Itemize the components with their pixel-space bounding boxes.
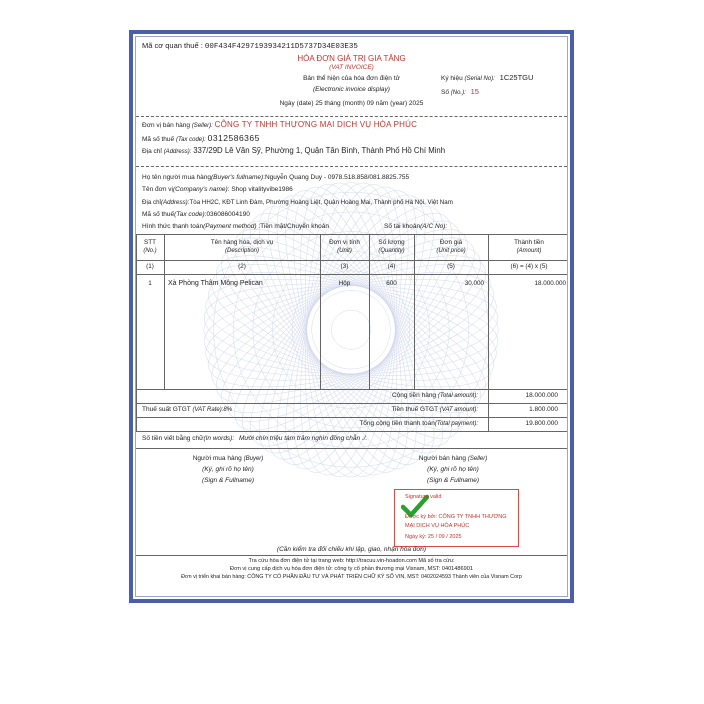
col-header-no [136,239,164,255]
index-cell: (2) [238,263,246,270]
seller-address-label-en: (Address): [163,149,192,155]
col-header-unit [320,239,369,255]
table-border [136,234,567,235]
row-unit-price: 30.000 [464,280,484,287]
seller-tax-row [142,133,260,143]
col-header-label: STT [144,239,156,246]
table-border [369,234,370,389]
table-border [136,274,567,275]
vat-amount-label: Tiền thuế GTGT [391,406,438,413]
row-no: 1 [148,280,152,287]
seller-name-row [142,120,417,129]
col-header-label-en: (Quantity) [378,248,405,254]
tax-authority-code: 00F434F4297193934211D5737D34E03E35 [204,43,358,51]
col-header-label: Đơn vị tính [329,239,360,246]
index-cell: (1) [146,263,154,270]
signed-by-name-2: MẠI DỊCH VỤ HÒA PHÚC [405,523,470,529]
words-row [142,435,367,442]
col-header-label: Tên hàng hóa, dịch vụ [210,239,274,246]
buyer-company-label: Tên đơn vị [142,186,173,193]
index-cell: (3) [340,263,349,270]
seller-tax-label: Mã số thuế [142,136,175,143]
table-border [414,234,415,389]
signed-date: Ngày ký: 25 / 09 / 2025 [405,534,462,540]
signed-by-line [405,514,507,520]
payment-row [142,223,329,230]
serial-label-en: (Serial No): [464,76,495,82]
table-border [488,234,489,389]
number-label: Số [441,89,449,96]
account-row [384,223,447,230]
row-quantity: 600 [386,280,397,287]
provider-line: Đơn vị cung cấp dịch vụ hóa đơn điện tử: công ty cổ phần thương mại Visnam, MST: 0401486901 [230,566,473,572]
seller-tax-label-en: (Tax code): [175,137,206,143]
seller-name: CÔNG TY TNHH THƯƠNG MẠI DỊCH VỤ HÒA PHÚC [214,120,418,129]
signed-by-label: Được ký bởi: [405,514,437,520]
vat-amount-label-en: (VAT amount): [439,407,478,413]
col-header-description [164,239,320,255]
buyer-sign-title-en: (Buyer) [243,456,264,462]
col-header-label-en: (Unit) [337,248,352,254]
serial-label: Ký hiệu [441,75,463,82]
seller-signature-block [398,455,508,484]
col-header-label: Đơn giá [439,239,463,246]
total-label-en: (Total payment): [434,421,478,427]
totals-border [488,389,489,431]
row-amount: 18.000.000 [534,280,566,287]
buyer-tax-row [142,211,250,218]
index-cell: (4) [387,263,396,270]
check-note: (Cần kiểm tra đối chiếu khi lập, giao, nhận hóa đơn) [276,546,427,553]
buyer-signature-block [173,455,283,484]
total-label-row [359,420,478,427]
invoice-date: Ngày (date) 25 tháng (month) 09 năm (year) 2025 [279,100,424,107]
divider [136,555,567,556]
buyer-address-row [142,199,453,206]
row-unit: Hộp [338,280,351,287]
buyer-sign-instruction: (Ký, ghi rõ họ tên) [202,466,254,473]
payment-label: Hình thức thanh toán [142,223,204,230]
display-en: (Electronic invoice display) [313,86,390,93]
index-cell: (6) = (4) x (5) [510,263,548,270]
tax-authority-row [142,41,358,51]
seller-sign-instruction: (Ký, ghi rõ họ tên) [427,466,479,473]
seller-sign-instruction-en: (Sign & Fullname) [426,477,480,484]
totals-border [136,389,137,431]
seller-sign-title: Người bán hàng [418,455,467,462]
seller-sign-title-en: (Seller) [467,456,488,462]
deploy-line: Đơn vị triển khai bán hàng: CÔNG TY CỔ PHẦN ĐẦU TƯ VÀ PHÁT TRIỂN CHỮ KÝ SỐ VIN, MST: 0402024593 Thành viên của Visnam Corp [181,574,522,580]
divider [136,448,567,449]
totals-border [136,417,567,418]
subtotal-label: Cộng tiền hàng [391,392,437,399]
col-header-unit-price [414,239,488,255]
col-header-amount [488,239,570,255]
totals-border [570,389,571,431]
vat-rate-label: Thuế suất GTGT [142,406,191,413]
table-border [570,234,571,389]
number-value: 15 [470,87,479,96]
display-vn: Bản thể hiện của hóa đơn điện tử [303,75,400,82]
total-label: Tổng cộng tiền thanh toán [359,420,435,427]
invoice-paper [129,30,574,603]
seller-name-label: Đơn vị bán hàng [142,122,190,129]
col-header-label-en: (Description) [224,248,259,254]
col-header-label-en: (Unit price) [436,248,466,254]
table-border [164,234,165,389]
seller-address-label: Địa chỉ [142,148,162,155]
account-label: Số tài khoản [384,223,421,230]
lookup-line: Tra cứu hóa đơn điện tử tại trang web: http://tracuu.vin-hoadon.com Mã số tra cứu: [248,558,455,564]
amount-in-words: Mười chín triệu tám trăm nghìn đồng chẵn ./. [238,435,368,442]
invoice-title-en: (VAT INVOICE) [329,64,374,71]
signed-by-name-1: CÔNG TY TNHH THƯƠNG [438,514,507,520]
subtotal-value: 18.000.000 [525,392,558,399]
col-header-label-en: (Amount) [516,248,542,254]
divider [136,116,567,117]
buyer-company: : Shop vitalityvibe1986 [227,186,293,193]
number-label-en: (No.): [450,90,466,96]
buyer-fullname-label: Họ tên người mua hàng [142,174,211,181]
invoice-title: HÓA ĐƠN GIÁ TRỊ GIA TĂNG [297,54,406,63]
buyer-fullname: :Nguyễn Quang Duy - 0978.518.858/081.8825.755 [263,174,410,181]
seller-address: 337/29D Lê Văn Sỹ, Phường 1, Quận Tân Bình, Thành Phố Hồ Chí Minh [193,146,446,155]
account-label-en: (A/C No): [420,223,448,230]
seller-name-label-en: (Seller): [191,123,213,129]
buyer-tax-code: :036086004190 [204,211,250,218]
col-header-label: Thành tiền [514,239,544,246]
vat-rate-label-en: (VAT Rate): [192,407,224,413]
serial-row [441,73,533,82]
buyer-fullname-row [142,174,409,181]
buyer-sign-title: Người mua hàng [192,455,242,462]
totals-border [136,431,567,432]
table-border [136,234,137,389]
serial-value: 1C25TGU [499,73,534,82]
buyer-company-label-en: (Company's name) [173,186,228,193]
col-header-label-en: (No.) [143,248,157,254]
index-cell: (5) [447,263,455,270]
words-label-en: (In words): [203,435,235,442]
seller-tax-code: 0312586365 [207,133,260,143]
buyer-fullname-label-en: (Buyer's fullname) [210,174,264,181]
words-label: Số tiền viết bằng chữ [142,435,204,442]
seller-address-row [142,146,445,155]
buyer-sign-instruction-en: (Sign & Fullname) [201,477,255,484]
buyer-tax-label-en: (Tax code) [174,211,205,218]
payment-method: :Tiền mặt/Chuyển khoản [258,223,329,230]
total-value: 19.800.000 [525,420,558,427]
col-header-label: Số lượng [378,239,405,246]
row-description: Xà Phòng Thâm Mông Pelican [168,280,263,287]
vat-amount-value: 1.800.000 [529,406,558,413]
vat-amount-label-row [391,406,478,413]
table-border [136,389,567,390]
buyer-address: :Tòa HH2C, KĐT Linh Đàm, Phường Hoàng Liệt, Quận Hoàng Mai, Thành phố Hà Nội, Việt Nam [187,199,453,206]
payment-label-en: (Payment method) [203,223,257,230]
col-header-quantity [369,239,414,255]
subtotal-label-row [392,392,478,399]
table-border [136,260,567,261]
digital-signature-box [394,489,519,547]
table-border [320,234,321,389]
divider [136,166,567,167]
buyer-address-label-en: (Address) [160,199,188,206]
vat-rate-value: 8% [223,407,233,413]
buyer-tax-label: Mã số thuế [142,211,175,218]
tax-authority-label: Mã cơ quan thuế : [142,41,203,50]
buyer-company-row [142,186,293,193]
buyer-address-label: Địa chỉ [142,199,161,206]
number-row [441,87,479,96]
totals-border [136,403,567,404]
subtotal-label-en: (Total amount): [437,393,478,399]
vat-rate-row [142,406,232,413]
signature-valid-label: Signature valid [405,494,442,500]
